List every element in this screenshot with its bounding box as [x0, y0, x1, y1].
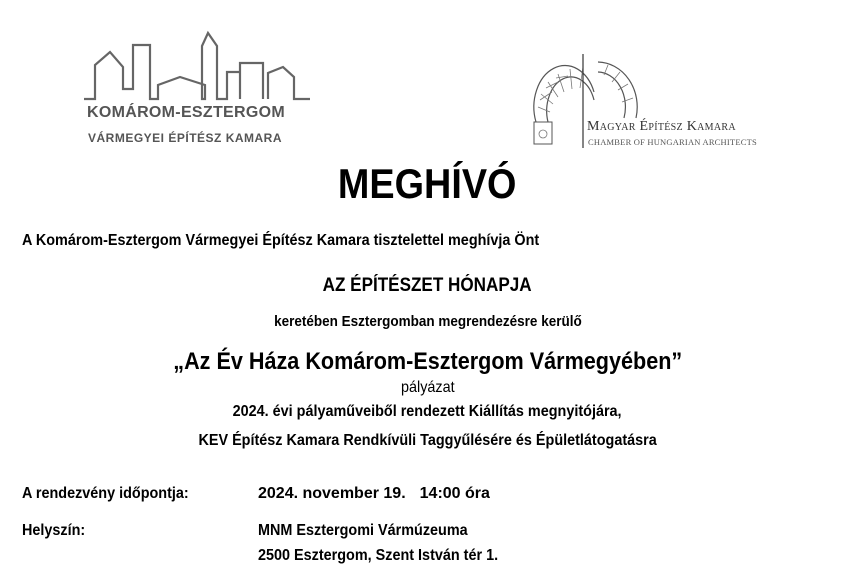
- competition-text: „Az Év Háza Komárom-Esztergom Vármegyében”: [173, 348, 682, 375]
- venue-label: [22, 522, 92, 540]
- intro-text: [22, 232, 597, 250]
- event-date-time: [258, 485, 490, 503]
- framework-span: keretében Esztergomban megrendezésre kerülő: [273, 313, 582, 330]
- title-text: MEGHÍVÓ: [338, 160, 517, 207]
- detail-line-2: [0, 432, 855, 450]
- competition-label: [0, 379, 855, 397]
- event-time: 14:00 óra: [419, 485, 490, 502]
- skyline-icon: [80, 30, 320, 105]
- framework-text: [0, 313, 855, 330]
- right-logo-line1: Magyar Építész Kamara: [587, 119, 736, 134]
- competition-title: [0, 348, 855, 376]
- right-logo-line2: CHAMBER OF HUNGARIAN ARCHITECTS: [588, 137, 757, 147]
- venue-name: [258, 522, 491, 540]
- venue-address: [258, 547, 525, 565]
- page-title: [0, 160, 855, 208]
- detail2-text: KEV Építész Kamara Rendkívüli Taggyűlésére és Épületlátogatásra: [198, 432, 657, 449]
- venue-address-text: 2500 Esztergom, Szent István tér 1.: [258, 547, 499, 564]
- date-label-text: A rendezvény időpontja:: [22, 485, 189, 502]
- event-date: 2024. november 19.: [258, 485, 406, 502]
- intro-span: A Komárom-Esztergom Vármegyei Építész Kamara tisztelettel meghívja Önt: [22, 232, 540, 249]
- venue-name-text: MNM Esztergomi Vármúzeuma: [258, 522, 468, 539]
- venue-label-text: Helyszín:: [22, 522, 86, 539]
- left-logo-line2: VÁRMEGYEI ÉPÍTÉSZ KAMARA: [88, 131, 283, 145]
- date-label: [22, 485, 207, 503]
- detail1-text: 2024. évi pályaműveiből rendezett Kiállítás megnyitójára,: [233, 403, 622, 420]
- left-logo-line1: KOMÁROM-ESZTERGOM: [87, 104, 285, 121]
- event-name: [0, 275, 855, 297]
- event-name-text: AZ ÉPÍTÉSZET HÓNAPJA: [322, 275, 533, 296]
- competition-label-text: pályázat: [400, 379, 455, 396]
- detail-line-1: [0, 403, 855, 421]
